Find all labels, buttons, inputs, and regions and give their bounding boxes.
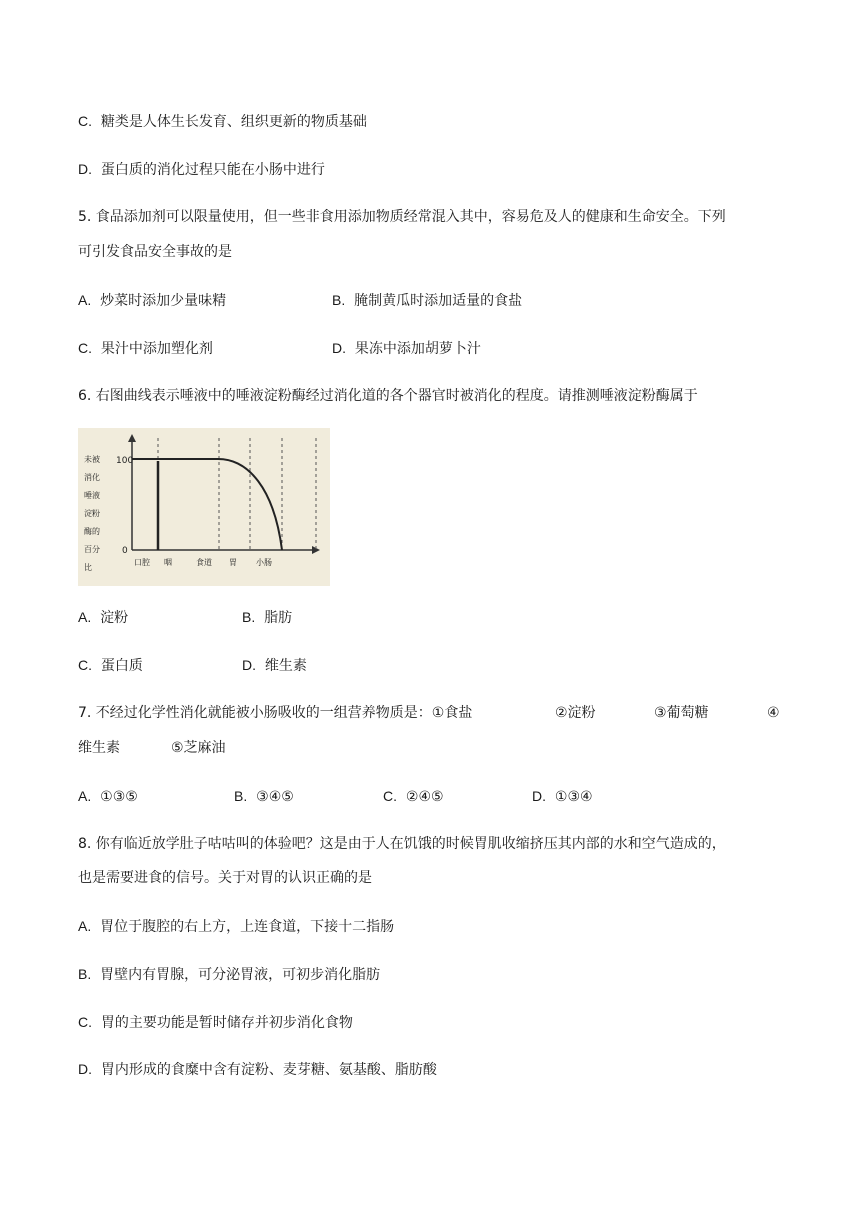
option-label: D. [78, 161, 92, 177]
option-label: C. [78, 113, 92, 129]
q8-option-c [78, 1012, 353, 1033]
x-label-stomach: 胃 [229, 558, 237, 567]
q6-option-d [242, 655, 307, 676]
q5-stem-line1: 5. 食品添加剂可以限量使用，但一些非食用添加物质经常混入其中，容易危及人的健康和生命安全。下列 [78, 209, 726, 225]
y-tick-100: 100 [116, 456, 134, 466]
q5-option-b [332, 290, 522, 311]
option-label: B. [78, 966, 92, 982]
option-text: 维生素 [264, 658, 307, 674]
y-label-line: 淀粉 [84, 509, 100, 518]
option-text: 脂肪 [264, 610, 293, 626]
option-text: 胃位于腹腔的右上方，上连食道，下接十二指肠 [100, 919, 395, 935]
y-label-line: 唾液 [84, 491, 100, 500]
option-label: C. [78, 340, 92, 356]
option-text: ①③④ [554, 789, 593, 805]
x-label-esophagus: 食道 [196, 558, 212, 567]
q6-option-b [242, 607, 292, 628]
q7-stem-part: ②淀粉 [555, 705, 596, 721]
option-text: 淀粉 [100, 610, 129, 626]
q5-option-a [78, 290, 226, 311]
q7-stem-part: 维生素 [78, 740, 120, 756]
option-label: D. [532, 788, 546, 804]
y-label-line: 百分 [84, 545, 100, 554]
option-label: B. [332, 292, 346, 308]
q8-option-a [78, 916, 394, 937]
q6-option-c [78, 655, 143, 676]
q8-stem-line2: 也是需要进食的信号。关于对胃的认识正确的是 [78, 870, 372, 886]
q7-stem-part: ⑤芝麻油 [171, 740, 226, 756]
option-label: B. [242, 609, 256, 625]
option-text: 胃的主要功能是暂时储存并初步消化食物 [100, 1015, 353, 1031]
option-label: D. [332, 340, 346, 356]
x-label-pharynx: 咽 [164, 558, 172, 567]
option-text: 果汁中添加塑化剂 [100, 341, 213, 357]
option-text: 炒菜时添加少量味精 [100, 293, 227, 309]
y-label-line: 未被 [84, 455, 100, 464]
option-text: 腌制黄瓜时添加适量的食盐 [354, 293, 523, 309]
y-label-line: 消化 [84, 473, 100, 482]
q7-option-d [532, 786, 593, 807]
q6-option-a [78, 607, 128, 628]
q8-option-b [78, 964, 380, 985]
option-label: C. [383, 788, 397, 804]
option-text: 蛋白质的消化过程只能在小肠中进行 [100, 162, 325, 178]
option-label: A. [78, 292, 92, 308]
option-text: 果冻中添加胡萝卜汁 [354, 341, 481, 357]
q5-option-c [78, 338, 213, 359]
q7-stem-part: ③葡萄糖 [654, 705, 709, 721]
x-label-mouth: 口腔 [134, 558, 150, 567]
option-label: B. [234, 788, 248, 804]
q8-option-d [78, 1059, 437, 1080]
q5-stem-line2: 可引发食品安全事故的是 [78, 244, 232, 260]
y-tick-0: 0 [122, 546, 128, 556]
q7-option-c [383, 786, 444, 807]
option-label: D. [242, 657, 256, 673]
option-label: C. [78, 1014, 92, 1030]
option-label: A. [78, 788, 92, 804]
q6-stem: 6. 右图曲线表示唾液中的唾液淀粉酶经过消化道的各个器官时被消化的程度。请推测唾液淀粉酶属于 [78, 388, 698, 404]
option-text: ①③⑤ [100, 789, 138, 805]
q4-option-c [78, 111, 367, 132]
y-label-line: 酶的 [84, 527, 100, 536]
option-text: 糖类是人体生长发育、组织更新的物质基础 [100, 114, 367, 130]
option-label: D. [78, 1061, 92, 1077]
option-text: ②④⑤ [405, 789, 444, 805]
q7-option-b [234, 786, 294, 807]
q7-stem-part: ④ [767, 705, 780, 721]
option-text: 胃内形成的食糜中含有淀粉、麦芽糖、氨基酸、脂肪酸 [100, 1062, 437, 1078]
option-text: ③④⑤ [256, 789, 294, 805]
x-label-small-intestine: 小肠 [256, 558, 272, 567]
option-label: A. [78, 609, 92, 625]
q7-stem-part: 7. 不经过化学性消化就能被小肠吸收的一组营养物质是：①食盐 [78, 705, 473, 721]
q4-option-d [78, 159, 325, 180]
q8-stem-line1: 8. 你有临近放学肚子咕咕叫的体验吧？这是由于人在饥饿的时候胃肌收缩挤压其内部的水和空气造成的， [78, 836, 726, 852]
y-label-line: 比 [84, 563, 92, 572]
option-text: 蛋白质 [100, 658, 143, 674]
q5-option-d [332, 338, 481, 359]
option-label: A. [78, 918, 92, 934]
enzyme-digestion-figure [78, 428, 330, 586]
option-label: C. [78, 657, 92, 673]
q7-option-a [78, 786, 138, 807]
option-text: 胃壁内有胃腺，可分泌胃液，可初步消化脂肪 [100, 967, 381, 983]
